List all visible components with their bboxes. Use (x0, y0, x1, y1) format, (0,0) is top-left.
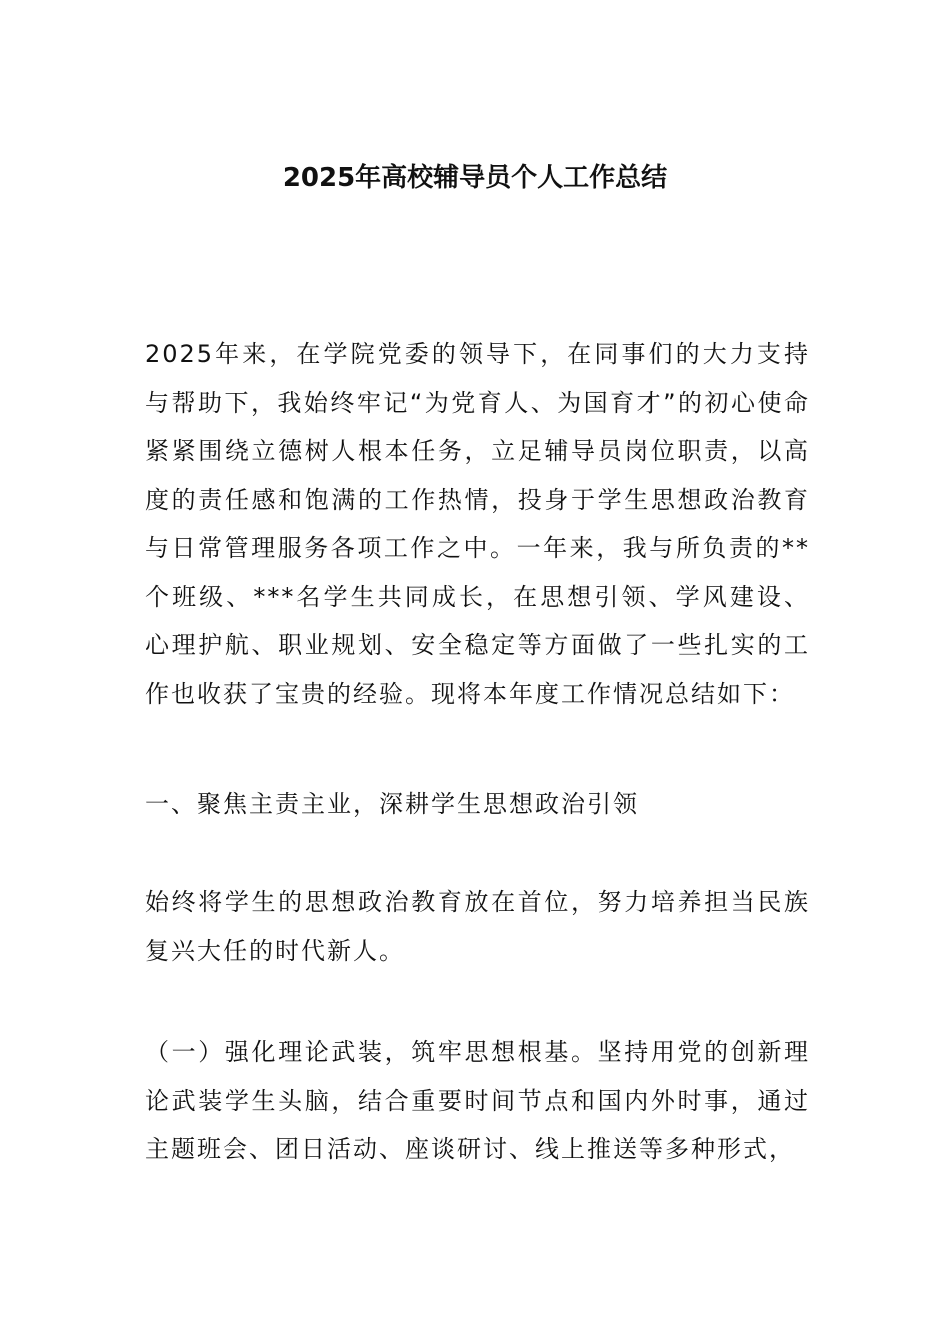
intro-paragraph: 2025年来，在学院党委的领导下，在同事们的大力支持与帮助下，我始终牢记“为党育人、为国育才”的初心使命紧紧围绕立德树人根本任务，立足辅导员岗位职责，以高度的责任感和饱满的工作热情，投身于学生思想政治教育与日常管理服务各项工作之中。一年来，我与所负责的**个班级、***名学生共同成长，在思想引领、学风建设、心理护航、职业规划、安全稳定等方面做了一些扎实的工作也收获了宝贵的经验。现将本年度工作情况总结如下： (145, 340, 810, 708)
section-heading-1: 一、聚焦主责主业，深耕学生思想政治引领 (145, 790, 639, 818)
document-title: 2025年高校辅导员个人工作总结 (282, 163, 668, 193)
subsection-paragraph-1: （一）强化理论武装，筑牢思想根基。坚持用党的创新理论武装学生头脑，结合重要时间节点和国内外时事，通过主题班会、团日活动、座谈研讨、线上推送等多种形式， (145, 1038, 810, 1163)
section-lead-paragraph: 始终将学生的思想政治教育放在首位，努力培养担当民族复兴大任的时代新人。 (145, 888, 810, 965)
